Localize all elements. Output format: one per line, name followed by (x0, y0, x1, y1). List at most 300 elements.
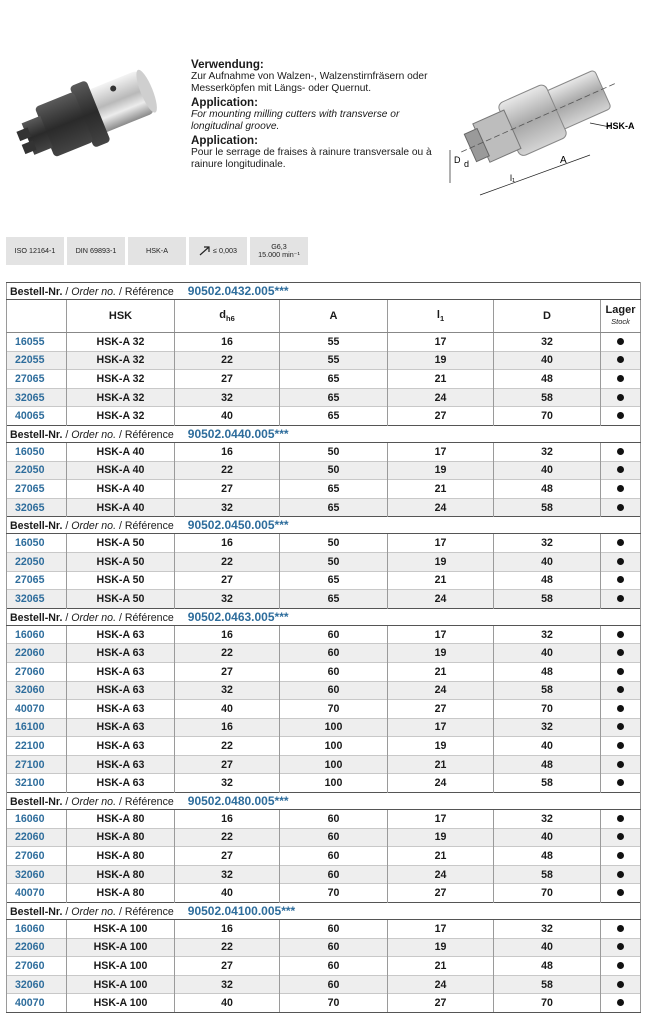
cell-stock (601, 552, 641, 571)
order-no-label (10, 520, 174, 532)
label-de: Bestell-Nr. (10, 286, 63, 298)
cell-hsk: HSK-A 40 (67, 461, 175, 480)
in-stock-dot-icon (617, 576, 624, 583)
cell-order-code: 16060 (7, 625, 67, 644)
cell-dia: 58 (494, 865, 601, 884)
header-l-text: l (436, 308, 440, 321)
col-header-code (7, 300, 67, 333)
in-stock-dot-icon (617, 852, 624, 859)
cell-hsk: HSK-A 100 (67, 920, 175, 939)
cell-stock (601, 810, 641, 829)
cell-order-code: 22050 (7, 461, 67, 480)
cell-order-code: 27060 (7, 662, 67, 681)
badge-din-text: DIN 69893-1 (75, 245, 117, 255)
label-fr: Référence (124, 520, 174, 533)
technical-drawing (440, 55, 645, 205)
cell-hsk: HSK-A 32 (67, 370, 175, 389)
cell-d: 32 (175, 590, 280, 609)
cell-a: 70 (280, 994, 388, 1013)
label-sep: / (118, 428, 122, 441)
table-row (7, 920, 641, 939)
table-row (7, 644, 641, 663)
label-sep: / (118, 796, 122, 809)
section-reference: 90502.0432.005*** (187, 284, 289, 298)
badge-hsk-text: HSK-A (146, 245, 168, 255)
cell-order-code: 32065 (7, 498, 67, 517)
cell-stock (601, 370, 641, 389)
cell-hsk: HSK-A 63 (67, 644, 175, 663)
cell-d: 27 (175, 480, 280, 499)
table-row (7, 552, 641, 571)
order-no-label (10, 796, 174, 808)
table-row (7, 884, 641, 903)
cell-d: 22 (175, 938, 280, 957)
in-stock-dot-icon (617, 375, 624, 382)
cell-l1: 17 (388, 534, 494, 553)
cell-stock (601, 774, 641, 793)
cell-a: 60 (280, 920, 388, 939)
section-header (7, 793, 641, 810)
cell-a: 65 (280, 480, 388, 499)
cell-hsk: HSK-A 32 (67, 333, 175, 352)
table-row (7, 700, 641, 719)
cell-stock (601, 884, 641, 903)
label-fr: Référence (124, 286, 174, 298)
cell-stock (601, 442, 641, 461)
badge-balance-speed: 15.000 min⁻¹ (258, 250, 300, 259)
cell-l1: 19 (388, 938, 494, 957)
cell-a: 100 (280, 718, 388, 737)
order-no-label (10, 286, 174, 298)
cell-dia: 48 (494, 755, 601, 774)
cell-l1: 27 (388, 884, 494, 903)
cell-stock (601, 461, 641, 480)
cell-stock (601, 938, 641, 957)
usage-description (191, 58, 451, 173)
label-sep: / (65, 906, 69, 919)
cell-d: 16 (175, 534, 280, 553)
cell-hsk: HSK-A 63 (67, 625, 175, 644)
cell-l1: 17 (388, 810, 494, 829)
cell-dia: 58 (494, 975, 601, 994)
section-header-cell (7, 283, 641, 300)
label-en: Order no. (71, 520, 117, 533)
cell-l1: 21 (388, 755, 494, 774)
cell-a: 100 (280, 755, 388, 774)
cell-dia: 40 (494, 828, 601, 847)
cell-a: 60 (280, 644, 388, 663)
cell-stock (601, 847, 641, 866)
label-fr: Référence (124, 611, 174, 624)
label-sep: / (118, 520, 122, 533)
cell-l1: 24 (388, 388, 494, 407)
cell-dia: 40 (494, 644, 601, 663)
cell-dia: 58 (494, 498, 601, 517)
cell-hsk: HSK-A 80 (67, 865, 175, 884)
cell-d: 16 (175, 333, 280, 352)
table-row (7, 534, 641, 553)
cell-a: 60 (280, 828, 388, 847)
section-reference: 90502.0463.005*** (187, 609, 289, 624)
section-header (7, 608, 641, 625)
cell-a: 70 (280, 884, 388, 903)
cell-dia: 32 (494, 333, 601, 352)
cell-dia: 32 (494, 534, 601, 553)
cell-hsk: HSK-A 63 (67, 755, 175, 774)
cell-stock (601, 718, 641, 737)
badge-iso (6, 237, 64, 265)
cell-l1: 19 (388, 461, 494, 480)
cell-order-code: 22060 (7, 938, 67, 957)
cell-dia: 32 (494, 810, 601, 829)
in-stock-dot-icon (617, 705, 624, 712)
cell-order-code: 16060 (7, 810, 67, 829)
cell-hsk: HSK-A 40 (67, 480, 175, 499)
in-stock-dot-icon (617, 356, 624, 363)
cell-stock (601, 975, 641, 994)
cell-dia: 70 (494, 407, 601, 426)
section-header-cell (7, 425, 641, 442)
cell-dia: 40 (494, 461, 601, 480)
in-stock-dot-icon (617, 412, 624, 419)
cell-d: 40 (175, 884, 280, 903)
table-row (7, 938, 641, 957)
table-row (7, 461, 641, 480)
cell-d: 32 (175, 774, 280, 793)
section-header-cell (7, 903, 641, 920)
cell-order-code: 22060 (7, 644, 67, 663)
cell-l1: 19 (388, 552, 494, 571)
cell-l1: 19 (388, 644, 494, 663)
cell-l1: 21 (388, 847, 494, 866)
badge-iso-text: ISO 12164-1 (14, 245, 56, 255)
cell-d: 27 (175, 755, 280, 774)
cell-hsk: HSK-A 50 (67, 534, 175, 553)
cell-a: 60 (280, 865, 388, 884)
cell-hsk: HSK-A 100 (67, 994, 175, 1013)
cell-a: 50 (280, 442, 388, 461)
cell-hsk: HSK-A 100 (67, 957, 175, 976)
cell-hsk: HSK-A 50 (67, 552, 175, 571)
table-row (7, 442, 641, 461)
table-row (7, 351, 641, 370)
cell-l1: 19 (388, 737, 494, 756)
label-fr: Référence (124, 906, 174, 919)
label-sep: / (65, 520, 69, 533)
table-row (7, 994, 641, 1013)
drawing-label-d-upper: D (454, 155, 461, 165)
cell-a: 55 (280, 333, 388, 352)
cell-dia: 40 (494, 351, 601, 370)
header-d-text: d (219, 308, 226, 321)
in-stock-dot-icon (617, 723, 624, 730)
cell-order-code: 16050 (7, 534, 67, 553)
badge-din (67, 237, 125, 265)
cell-d: 27 (175, 847, 280, 866)
cell-dia: 32 (494, 920, 601, 939)
cell-order-code: 16050 (7, 442, 67, 461)
cell-dia: 58 (494, 388, 601, 407)
cell-hsk: HSK-A 100 (67, 975, 175, 994)
cell-order-code: 27060 (7, 847, 67, 866)
cell-l1: 17 (388, 625, 494, 644)
cell-order-code: 22055 (7, 351, 67, 370)
cell-d: 16 (175, 810, 280, 829)
label-de: Bestell-Nr. (10, 428, 63, 441)
cell-a: 65 (280, 571, 388, 590)
in-stock-dot-icon (617, 815, 624, 822)
label-sep: / (65, 286, 69, 298)
cell-hsk: HSK-A 63 (67, 662, 175, 681)
cell-d: 27 (175, 571, 280, 590)
label-sep: / (118, 906, 122, 919)
cell-stock (601, 828, 641, 847)
cell-a: 65 (280, 370, 388, 389)
cell-a: 50 (280, 534, 388, 553)
cell-d: 40 (175, 407, 280, 426)
cell-order-code: 32100 (7, 774, 67, 793)
order-no-label (10, 612, 174, 624)
cell-l1: 17 (388, 718, 494, 737)
cell-dia: 48 (494, 957, 601, 976)
section-header-cell (7, 517, 641, 534)
cell-d: 22 (175, 737, 280, 756)
in-stock-dot-icon (617, 833, 624, 840)
in-stock-dot-icon (617, 504, 624, 511)
cell-l1: 19 (388, 351, 494, 370)
cell-hsk: HSK-A 80 (67, 810, 175, 829)
drawing-label-l1: l₁ (510, 173, 516, 183)
cell-d: 32 (175, 975, 280, 994)
section-header (7, 903, 641, 920)
cell-dia: 70 (494, 884, 601, 903)
cell-order-code: 16100 (7, 718, 67, 737)
label-en: Order no. (71, 286, 117, 298)
cell-stock (601, 865, 641, 884)
cell-a: 55 (280, 351, 388, 370)
cell-order-code: 32065 (7, 590, 67, 609)
table-row (7, 755, 641, 774)
label-de: Bestell-Nr. (10, 906, 63, 919)
cell-hsk: HSK-A 40 (67, 498, 175, 517)
cell-order-code: 40070 (7, 994, 67, 1013)
cell-hsk: HSK-A 80 (67, 884, 175, 903)
cell-dia: 48 (494, 662, 601, 681)
table-row (7, 828, 641, 847)
order-no-label (10, 429, 174, 441)
table-row (7, 480, 641, 499)
in-stock-dot-icon (617, 871, 624, 878)
cell-hsk: HSK-A 50 (67, 590, 175, 609)
cell-order-code: 22100 (7, 737, 67, 756)
cell-dia: 58 (494, 774, 601, 793)
cell-dia: 70 (494, 700, 601, 719)
cell-a: 100 (280, 774, 388, 793)
cell-order-code: 16060 (7, 920, 67, 939)
cell-a: 60 (280, 625, 388, 644)
cell-dia: 48 (494, 571, 601, 590)
label-sep: / (118, 611, 122, 624)
cell-l1: 17 (388, 920, 494, 939)
label-en: Order no. (71, 906, 117, 919)
cell-order-code: 32060 (7, 865, 67, 884)
header-stock-en: Stock (611, 317, 630, 326)
table-row (7, 865, 641, 884)
cell-d: 22 (175, 644, 280, 663)
in-stock-dot-icon (617, 448, 624, 455)
cell-d: 16 (175, 920, 280, 939)
cell-a: 70 (280, 700, 388, 719)
cell-stock (601, 957, 641, 976)
section-header (7, 425, 641, 442)
cell-a: 65 (280, 590, 388, 609)
cell-l1: 21 (388, 480, 494, 499)
cell-stock (601, 920, 641, 939)
cell-a: 60 (280, 662, 388, 681)
cell-l1: 21 (388, 662, 494, 681)
table-row (7, 681, 641, 700)
cell-l1: 21 (388, 571, 494, 590)
cell-stock (601, 571, 641, 590)
cell-hsk: HSK-A 63 (67, 700, 175, 719)
in-stock-dot-icon (617, 742, 624, 749)
col-header-stock (601, 300, 641, 333)
cell-l1: 24 (388, 590, 494, 609)
cell-order-code: 27100 (7, 755, 67, 774)
cell-d: 16 (175, 718, 280, 737)
cell-l1: 17 (388, 333, 494, 352)
cell-hsk: HSK-A 63 (67, 681, 175, 700)
cell-d: 40 (175, 994, 280, 1013)
in-stock-dot-icon (617, 649, 624, 656)
cell-order-code: 22060 (7, 828, 67, 847)
cell-a: 60 (280, 975, 388, 994)
label-sep: / (65, 796, 69, 809)
cell-l1: 24 (388, 975, 494, 994)
cell-hsk: HSK-A 80 (67, 847, 175, 866)
in-stock-dot-icon (617, 539, 624, 546)
cell-stock (601, 333, 641, 352)
cell-stock (601, 534, 641, 553)
in-stock-dot-icon (617, 595, 624, 602)
usage-title-fr: Application: (191, 134, 258, 148)
cell-a: 65 (280, 498, 388, 517)
cell-dia: 32 (494, 718, 601, 737)
cell-order-code: 32060 (7, 975, 67, 994)
usage-text-en: For mounting milling cutters with transverse or longitudinal groove. (191, 109, 400, 132)
table-row (7, 957, 641, 976)
cell-order-code: 32065 (7, 388, 67, 407)
cell-stock (601, 737, 641, 756)
cell-order-code: 27065 (7, 370, 67, 389)
table-row (7, 718, 641, 737)
cell-d: 32 (175, 865, 280, 884)
cell-hsk: HSK-A 63 (67, 774, 175, 793)
cell-hsk: HSK-A 100 (67, 938, 175, 957)
cell-hsk: HSK-A 50 (67, 571, 175, 590)
drawing-label-d-lower: d (464, 159, 470, 169)
cell-dia: 48 (494, 847, 601, 866)
cell-dia: 40 (494, 552, 601, 571)
table-row (7, 571, 641, 590)
in-stock-dot-icon (617, 981, 624, 988)
section-reference: 90502.0450.005*** (187, 518, 289, 533)
runout-arrow-icon (199, 246, 211, 256)
cell-a: 60 (280, 847, 388, 866)
label-en: Order no. (71, 428, 117, 441)
table-row (7, 975, 641, 994)
in-stock-dot-icon (617, 466, 624, 473)
cell-stock (601, 755, 641, 774)
label-de: Bestell-Nr. (10, 611, 63, 624)
in-stock-dot-icon (617, 394, 624, 401)
cell-l1: 21 (388, 957, 494, 976)
cell-l1: 19 (388, 828, 494, 847)
cell-order-code: 40070 (7, 700, 67, 719)
col-header-l1 (388, 300, 494, 333)
usage-title-en: Application: (191, 96, 258, 110)
table-row (7, 774, 641, 793)
cell-l1: 27 (388, 700, 494, 719)
in-stock-dot-icon (617, 999, 624, 1006)
table-row (7, 810, 641, 829)
label-sep: / (65, 428, 69, 441)
cell-l1: 24 (388, 498, 494, 517)
in-stock-dot-icon (617, 943, 624, 950)
cell-dia: 32 (494, 625, 601, 644)
cell-a: 50 (280, 461, 388, 480)
badge-hsk (128, 237, 186, 265)
cell-stock (601, 681, 641, 700)
cell-dia: 40 (494, 938, 601, 957)
drawing-label-hsk: HSK-A (606, 121, 635, 131)
header-l-sub: 1 (439, 314, 445, 324)
cell-l1: 17 (388, 442, 494, 461)
cell-order-code: 40070 (7, 884, 67, 903)
col-header-a: A (280, 300, 388, 333)
badge-runout-text: ≤ 0,003 (213, 245, 237, 255)
cell-stock (601, 351, 641, 370)
cell-dia: 58 (494, 681, 601, 700)
cell-a: 60 (280, 938, 388, 957)
cell-stock (601, 644, 641, 663)
cell-l1: 24 (388, 774, 494, 793)
badge-balance-grade: G6,3 (271, 241, 287, 251)
label-en: Order no. (71, 611, 117, 624)
label-en: Order no. (71, 796, 117, 809)
usage-text-fr: Pour le serrage de fraises à rainure transversale ou à rainure longitudinale. (191, 147, 432, 170)
cell-order-code: 22050 (7, 552, 67, 571)
cell-hsk: HSK-A 63 (67, 737, 175, 756)
cell-d: 27 (175, 957, 280, 976)
cell-l1: 24 (388, 681, 494, 700)
cell-a: 100 (280, 737, 388, 756)
cell-d: 27 (175, 370, 280, 389)
cell-dia: 32 (494, 442, 601, 461)
cell-order-code: 40065 (7, 407, 67, 426)
cell-d: 22 (175, 828, 280, 847)
table-row (7, 333, 641, 352)
in-stock-dot-icon (617, 631, 624, 638)
cell-hsk: HSK-A 32 (67, 388, 175, 407)
header-d-sub: h6 (225, 314, 235, 324)
cell-hsk: HSK-A 40 (67, 442, 175, 461)
col-header-hsk: HSK (67, 300, 175, 333)
badge-balance (250, 237, 308, 265)
cell-d: 22 (175, 351, 280, 370)
in-stock-dot-icon (617, 558, 624, 565)
cell-a: 65 (280, 407, 388, 426)
